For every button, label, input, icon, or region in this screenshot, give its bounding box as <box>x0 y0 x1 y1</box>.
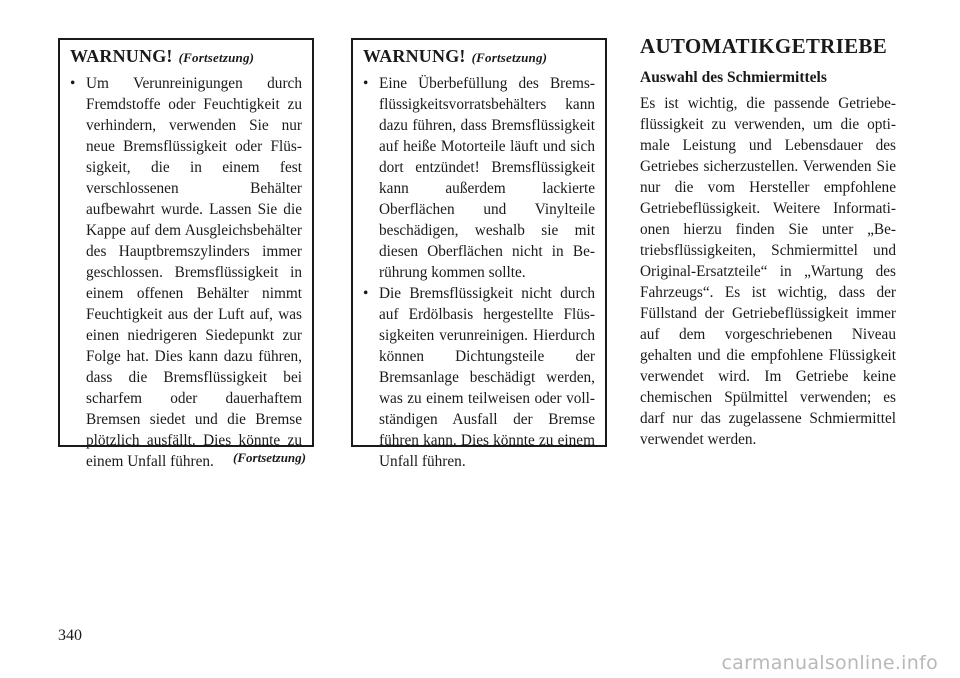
warning-heading: WARNUNG! (Fortsetzung) <box>363 46 548 66</box>
warning-bullet: • Eine Überbefüllung des Bremsflüssigkeitsvorratsbehälters kann dazu führen, dass Bremsflüssigkeit auf heiße Motorteile läuft und sich dort entzündet! Bremsflüssigkeit kann außerdem lackierte Oberflächen und Vinylteile beschädigen, weshalb sie mit diesen Oberflächen nicht in Berührung kommen sollte. <box>363 75 595 281</box>
warning-box-2 <box>351 38 607 470</box>
bullet-icon: • <box>363 285 369 302</box>
continued-note: (Fortsetzung) <box>233 450 306 465</box>
section-title: AUTOMATIKGETRIEBE <box>640 34 888 58</box>
warning-box-1 <box>58 38 314 470</box>
continuation-label: (Fortsetzung) <box>471 50 548 65</box>
section-automatic-transmission <box>640 34 896 450</box>
page-number: 340 <box>58 627 82 644</box>
watermark-logo: carmanualsonline.info <box>721 652 938 674</box>
bullet-icon: • <box>363 75 369 92</box>
bullet-icon: • <box>70 75 76 92</box>
continuation-label: (Fortsetzung) <box>178 50 255 65</box>
warning-bullet: • Die Bremsflüssigkeit nicht durch auf Erdölbasis hergestellte Flüssigkeiten verunreinigen. Hierdurch können Dichtungsteile der Bremsanlage beschädigt werden, was zu einem teilweisen oder vollständigen Ausfall der Bremse führen kann. Dies könnte zu einem Unfall führen. <box>363 285 595 470</box>
warning-heading: WARNUNG! (Fortsetzung) <box>70 46 255 66</box>
section-body: Es ist wichtig, die passende Getriebeflüssigkeit zu verwenden, um die optimale Leistung und Lebensdauer des Getriebes sicherzustellen. Verwenden Sie nur die vom Hersteller empfohlene Getriebeflüssigkeit. Weitere Informationen hierzu finden Sie unter „Betriebsflüssigkeiten, Schmiermittel und Original-Ersatzteile“ in „Wartung des Fahrzeugs“. Es ist wichtig, dass der Füllstand der Getriebeflüssigkeit immer auf dem vorgeschriebenen Niveau gehalten und die empfohlene Flüssigkeit verwendet wird. Im Getriebe keine chemischen Spülmittel verwenden; es darf nur das zugelassene Schmiermittel verwendet werden. <box>640 95 896 448</box>
section-subtitle: Auswahl des Schmiermittels <box>640 69 827 86</box>
warning-bullet: • Um Verunreinigungen durch Fremdstoffe oder Feuchtigkeit zu verhindern, verwenden Sie nur neue Bremsflüssigkeit oder Flüssigkeit, die in einem fest verschlossenen Behälter aufbewahrt wurde. Lassen Sie die Kappe auf dem Ausgleichsbehälter des Hauptbremszylinders immer geschlossen. Bremsflüssigkeit in einem offenen Behälter nimmt Feuchtigkeit aus der Luft auf, was einen niedrigeren Siedepunkt zur Folge hat. Dies kann dazu führen, dass die Bremsflüssigkeit bei scharfem oder dauerhaftem Bremsen siedet und die Bremse plötzlich ausfällt. Dies könnte zu einem Unfall führen. <box>70 75 302 470</box>
